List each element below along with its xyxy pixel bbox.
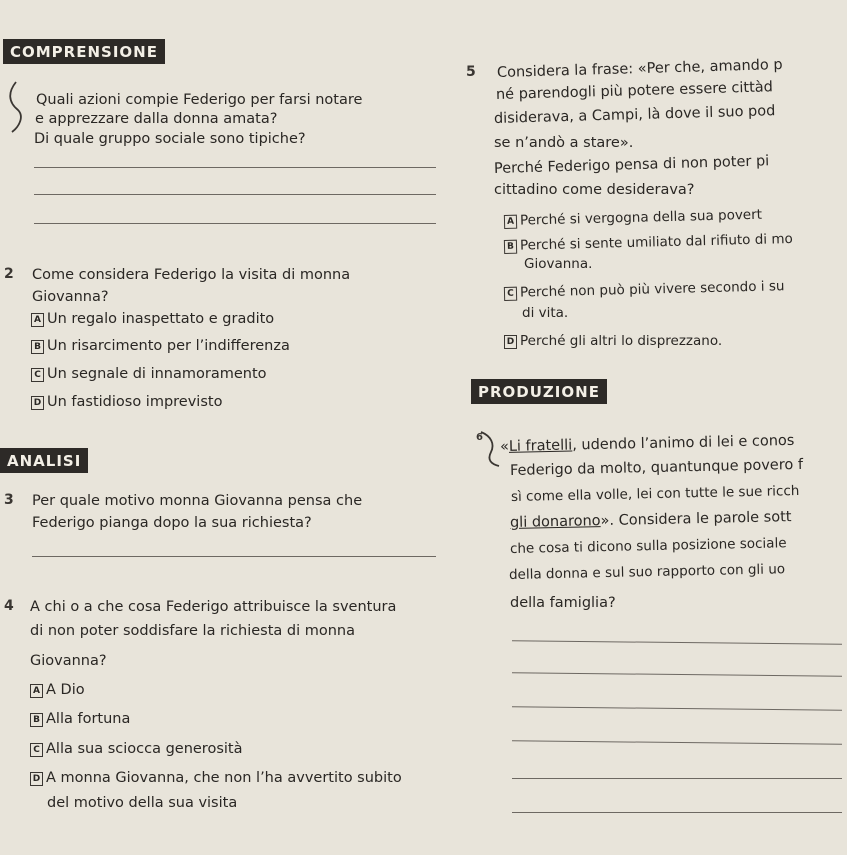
q6-line-1-rest: , udendo l’animo di lei e conos <box>572 432 795 454</box>
quote-open: « <box>499 438 510 455</box>
option-key: B <box>30 713 43 727</box>
q4-option-d-continued: del motivo della sua visita <box>47 795 238 811</box>
q6-line-1 <box>500 432 795 456</box>
option-text: Alla sua sciocca generosità <box>46 741 243 757</box>
option-key: D <box>31 396 44 410</box>
q5-option-a[interactable] <box>504 207 762 229</box>
option-key: A <box>31 313 44 327</box>
q2-line-2: Giovanna? <box>32 289 109 305</box>
option-text: Perché non può più vivere secondo i su <box>519 278 785 301</box>
option-key: D <box>504 335 517 349</box>
q5-option-d[interactable] <box>504 333 722 349</box>
q4-option-c[interactable] <box>30 741 242 757</box>
q5-option-b-continued: Giovanna. <box>524 256 593 272</box>
q4-option-b[interactable] <box>30 711 130 727</box>
underlined-phrase: gli donarono <box>509 513 601 531</box>
q3-answer-line[interactable] <box>32 556 436 557</box>
q6-line-4-rest: ». Considera le parole sott <box>600 509 792 530</box>
q5-line-6: cittadino come desiderava? <box>494 182 695 198</box>
q1-answer-line-2[interactable] <box>34 194 436 195</box>
q5-option-c-continued: di vita. <box>522 305 569 321</box>
section-header-produzione: PRODUZIONE <box>471 379 607 404</box>
q5-line-5: Perché Federigo pensa di non poter pi <box>493 153 770 177</box>
q4-option-d[interactable] <box>30 770 402 786</box>
option-key: B <box>504 240 517 254</box>
option-text: Perché si vergogna della sua povert <box>519 206 763 229</box>
q1-answer-line-3[interactable] <box>34 223 436 224</box>
section-header-comprensione: COMPRENSIONE <box>3 39 165 64</box>
q2-option-a[interactable] <box>31 311 274 327</box>
q6-line-2: Federigo da molto, quantunque povero f <box>509 456 804 479</box>
option-text: Perché gli altri lo disprezzano. <box>520 333 723 349</box>
q4-line-3: Giovanna? <box>30 653 107 669</box>
q2-option-d[interactable] <box>31 394 222 410</box>
q6-number: 6 <box>476 432 483 443</box>
option-text: A monna Giovanna, che non l’ha avvertito subito <box>46 770 402 786</box>
q5-option-c[interactable] <box>504 278 785 301</box>
q6-answer-line-1[interactable] <box>512 640 842 644</box>
q4-number: 4 <box>4 598 14 614</box>
page-curl-mark-icon <box>4 80 26 138</box>
option-text: Perché si sente umiliato dal rifiuto di mo <box>519 230 793 254</box>
option-key: B <box>31 340 44 354</box>
q3-line-1: Per quale motivo monna Giovanna pensa che <box>32 493 363 509</box>
q6-line-7: della famiglia? <box>510 595 616 611</box>
q6-answer-line-6[interactable] <box>512 812 842 813</box>
q4-line-2: di non poter soddisfare la richiesta di monna <box>30 623 355 639</box>
q3-line-2: Federigo pianga dopo la sua richiesta? <box>32 515 312 531</box>
q5-line-3: disiderava, a Campi, là dove il suo pod <box>493 103 776 127</box>
option-text: A Dio <box>46 682 85 698</box>
q1-answer-line-1[interactable] <box>34 167 436 168</box>
option-key: A <box>504 215 517 229</box>
q6-line-3: sì come ella volle, lei con tutte le sue ricch <box>510 482 800 505</box>
underlined-phrase: Li fratelli <box>508 437 573 455</box>
q2-option-c[interactable] <box>31 366 267 382</box>
option-key: C <box>31 368 44 382</box>
option-key: A <box>30 684 43 698</box>
q4-line-1: A chi o a che cosa Federigo attribuisce la sventura <box>30 599 397 615</box>
option-text: Un fastidioso imprevisto <box>47 394 223 410</box>
option-text: Un regalo inaspettato e gradito <box>47 311 275 327</box>
q2-line-1: Come considera Federigo la visita di monna <box>32 267 351 283</box>
q5-line-1: Considera la frase: «Per che, amando p <box>496 57 783 81</box>
option-key: C <box>30 743 43 757</box>
section-header-analisi: ANALISI <box>0 448 88 473</box>
q6-answer-line-4[interactable] <box>512 740 842 744</box>
q2-option-b[interactable] <box>31 338 290 354</box>
q1-line-1: Quali azioni compie Federigo per farsi notare <box>36 92 363 108</box>
q6-line-4 <box>510 508 792 532</box>
q6-answer-line-3[interactable] <box>512 706 842 710</box>
option-key: C <box>504 287 517 301</box>
q4-option-a[interactable] <box>30 682 85 698</box>
q6-line-5: che cosa ti dicono sulla posizione sociale <box>509 535 787 557</box>
q6-line-6: della donna e sul suo rapporto con gli uo <box>508 561 786 583</box>
q5-line-4: se n’andò a stare». <box>494 135 634 151</box>
q5-line-2: né parendogli più potere essere cittàd <box>495 79 774 103</box>
option-key: D <box>30 772 43 786</box>
q6-answer-line-5[interactable] <box>512 778 842 779</box>
option-text: Un segnale di innamoramento <box>47 366 267 382</box>
option-text: Alla fortuna <box>46 711 131 727</box>
q5-number: 5 <box>466 64 476 80</box>
q6-answer-line-2[interactable] <box>512 672 842 676</box>
q1-line-2: e apprezzare dalla donna amata? <box>35 111 278 127</box>
q5-option-b[interactable] <box>504 231 793 254</box>
option-text: Un risarcimento per l’indifferenza <box>47 338 290 354</box>
q1-line-3: Di quale gruppo sociale sono tipiche? <box>34 131 306 147</box>
q2-number: 2 <box>4 266 14 282</box>
q3-number: 3 <box>4 492 14 508</box>
